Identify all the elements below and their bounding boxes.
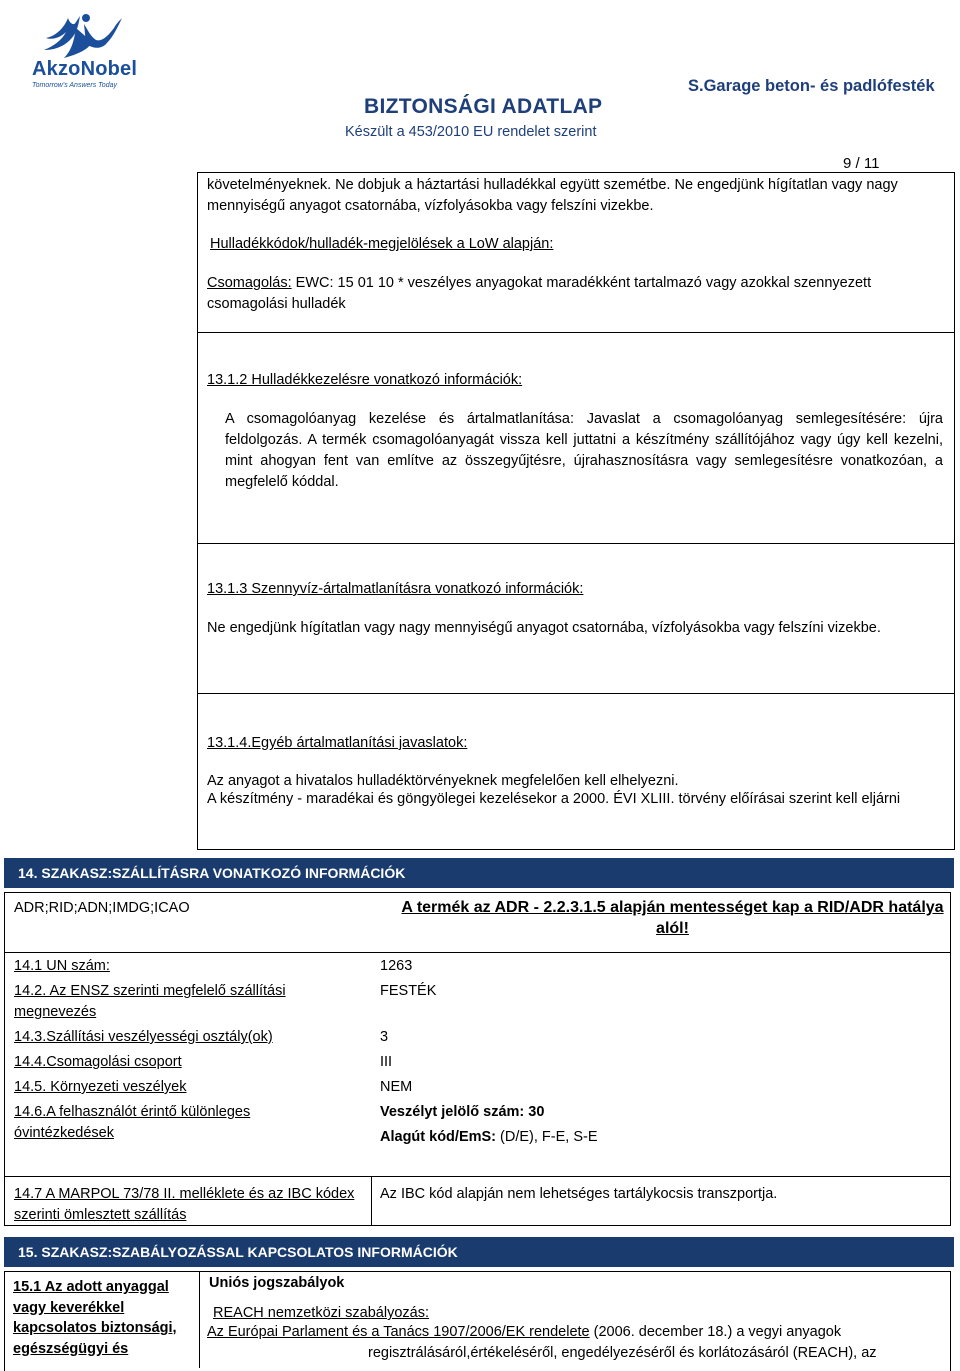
tunnel-code-label: Alagút kód/EmS: <box>380 1129 497 1145</box>
packaging-label: Csomagolás: <box>207 275 292 291</box>
section-15-bar: 15. SZAKASZ:SZABÁLYOZÁSSAL KAPCSOLATOS INFORMÁCIÓK <box>4 1237 954 1267</box>
row-14-5-label: 14.5. Környezeti veszélyek <box>14 1079 187 1095</box>
tunnel-code-value: (D/E), F-E, S-E <box>500 1129 598 1145</box>
section-13-1-4-line2: A készítmény - maradékai és göngyölegei kezelésekor a 2000. ÉVI XLIII. törvény előírásai szerint kell eljárni <box>207 791 901 807</box>
packaging-text: EWC: 15 01 10 * veszélyes anyagokat maradékként tartalmazó vagy azokkal szennyezett csomagolási hulladék <box>207 275 872 312</box>
section-13-1-4-heading: 13.1.4.Egyéb ártalmatlanítási javaslatok: <box>207 735 468 751</box>
company-logo <box>18 6 143 94</box>
section-13-1-3-heading: 13.1.3 Szennyvíz-ártalmatlanításra vonatkozó információk: <box>207 581 584 597</box>
adr-exemption-note: A termék az ADR - 2.2.3.1.5 alapján mentességet kap a RID/ADR hatálya alól! <box>401 899 944 937</box>
row-14-3-value: 3 <box>380 1029 389 1045</box>
section-13-1-2-heading: 13.1.2 Hulladékkezelésre vonatkozó információk: <box>207 372 523 388</box>
reach-regulation <box>207 1322 947 1343</box>
row-14-3-label: 14.3.Szállítási veszélyességi osztály(ok) <box>14 1029 273 1045</box>
reach-regulation-link[interactable]: Az Európai Parlament és a Tanács 1907/2006/EK rendelete <box>207 1324 590 1340</box>
row-14-4-label: 14.4.Csomagolási csoport <box>14 1054 182 1070</box>
row-14-7-value: Az IBC kód alapján nem lehetséges tartálykocsis transzportja. <box>380 1186 778 1202</box>
transport-modes: ADR;RID;ADN;IMDG;ICAO <box>14 900 190 916</box>
section-13-1-2-text: A csomagolóanyag kezelése és ártalmatlanítása: Javaslat a csomagolóanyag semlegesítésére: újra feldolgozás. A termék csomagolóanyagát vissza kell juttatni a készítmény szállítójához vagy úgy kell kezelni, mint ahogyan fent van említve az összegyűjtésre, újrahasznosításra vagy semlegesítésre vonatkozóan, a megfelelő kóddal. <box>225 411 943 490</box>
product-name: S.Garage beton- és padlófesték <box>688 77 935 95</box>
packaging-info <box>207 273 927 315</box>
page-number: 9 / 11 <box>843 155 880 172</box>
section-14-bar: 14. SZAKASZ:SZÁLLÍTÁSRA VONATKOZÓ INFORMÁCIÓK <box>4 858 954 888</box>
low-heading: Hulladékkódok/hulladék-megjelölések a LoW alapján: <box>210 236 554 252</box>
eu-legislation-heading: Uniós jogszabályok <box>209 1275 345 1291</box>
document-subtitle: Készült a 453/2010 EU rendelet szerint <box>345 124 597 140</box>
row-14-1-value: 1263 <box>380 958 413 974</box>
section-13-intro: követelményeknek. Ne dobjuk a háztartási hulladékkal együtt szemétbe. Ne engedjünk hígítatlan vagy nagy mennyiségű anyagot csatornába, vízfolyásokba vagy felszíni vizekbe. <box>207 177 898 214</box>
row-14-2-label: 14.2. Az ENSZ szerinti megfelelő szállítási megnevezés <box>14 983 286 1020</box>
row-14-4-value: III <box>380 1054 393 1070</box>
row-14-7-label: 14.7 A MARPOL 73/78 II. melléklete és az IBC kódex szerinti ömlesztett szállítás <box>14 1186 355 1223</box>
brand-name: AkzoNobel <box>32 58 138 80</box>
section-13-1-3-text: Ne engedjünk hígítatlan vagy nagy mennyiségű anyagot csatornába, vízfolyásokba vagy felszíni vizekbe. <box>207 620 881 636</box>
section-15-1-label: 15.1 Az adott anyaggal vagy keverékkel kapcsolatos biztonsági, egészségügyi és <box>13 1279 177 1357</box>
tunnel-code <box>380 1127 598 1148</box>
reach-regulation-line2: regisztrálásáról,értékeléséről, engedélyezéséről és korlátozásáról (REACH), az <box>368 1345 877 1361</box>
hazard-id-number: Veszélyt jelölő szám: 30 <box>380 1104 545 1120</box>
section-13-1-4-line1: Az anyagot a hivatalos hulladéktörvényeknek megfelelően kell elhelyezni. <box>207 773 679 789</box>
reach-heading: REACH nemzetközi szabályozás: <box>213 1305 429 1321</box>
brand-tagline: Tomorrow's Answers Today <box>32 82 117 89</box>
document-title: BIZTONSÁGI ADATLAP <box>364 95 603 118</box>
row-14-1-label: 14.1 UN szám: <box>14 958 110 974</box>
reach-regulation-tail: (2006. december 18.) a vegyi anyagok <box>593 1324 842 1340</box>
row-14-6-label: 14.6.A felhasználót érintő különleges óvintézkedések <box>14 1104 251 1141</box>
row-14-5-value: NEM <box>380 1079 413 1095</box>
row-14-2-value: FESTÉK <box>380 983 437 999</box>
